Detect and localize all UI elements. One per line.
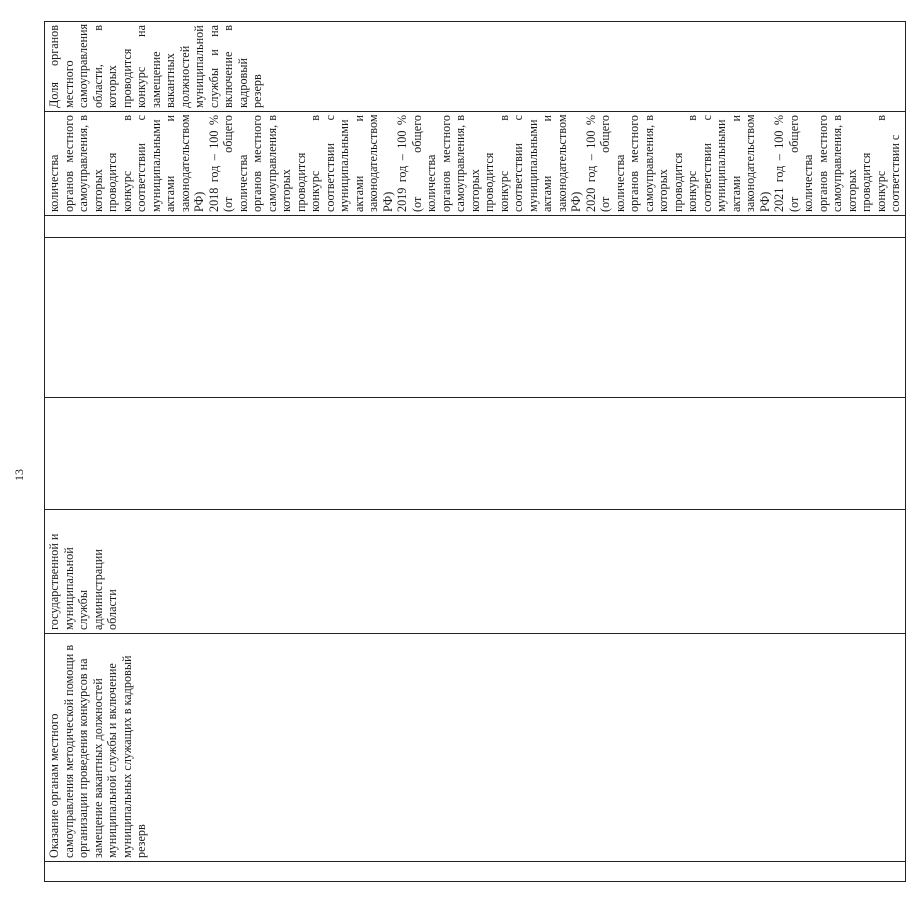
target-value-line: 2020 год – 100 % (от общего количества органов местного самоуправления, в которых проводится конкурс в соответствии с муниципальными актами и законодательством РФ) (583, 114, 772, 212)
event-description-text: Оказание органам местного самоуправления методической помощи в организации проведения конкурсов на замещение вакантных должностей муниципальной службы и включение муниципальных служащих в кадровый резерв (47, 644, 148, 858)
target-value-line: количества органов местного самоуправления, в которых проводится конкурс в соответствии с муниципальными актами и законодательством РФ) (47, 114, 206, 212)
empty-cell (45, 238, 906, 398)
empty-cell (45, 398, 906, 510)
target-value-line: 2019 год – 100 % (от общего количества органов местного самоуправления, в которых проводится конкурс в соответствии с муниципальными актами и законодательством РФ) (395, 114, 583, 212)
executor-text: государственной и муниципальной службы администрации области (47, 533, 119, 630)
event-description-cell (45, 634, 906, 862)
target-value-line: 2018 год – 100 % (от общего количества органов местного самоуправления, в которых проводится конкурс в соответствии с муниципальными актами и законодательством РФ) (206, 114, 395, 212)
program-table (44, 21, 906, 882)
executor-cell (45, 510, 906, 634)
row-mark-cell (45, 862, 906, 882)
rotated-table-page (44, 22, 902, 882)
empty-cell (45, 216, 906, 238)
page-number: 13 (12, 469, 26, 481)
indicator-cell (45, 22, 906, 112)
target-value-cell (45, 112, 906, 216)
target-value-line: 2021 год – 100 % (от общего количества органов местного самоуправления, в которых проводится конкурс в соответствии с (772, 115, 902, 212)
indicator-text: Доля органов местного самоуправления области, в которых проводится конкурс на замещение вакантных должностей муниципальной службы и на включение в кадровый резерв (47, 23, 264, 108)
